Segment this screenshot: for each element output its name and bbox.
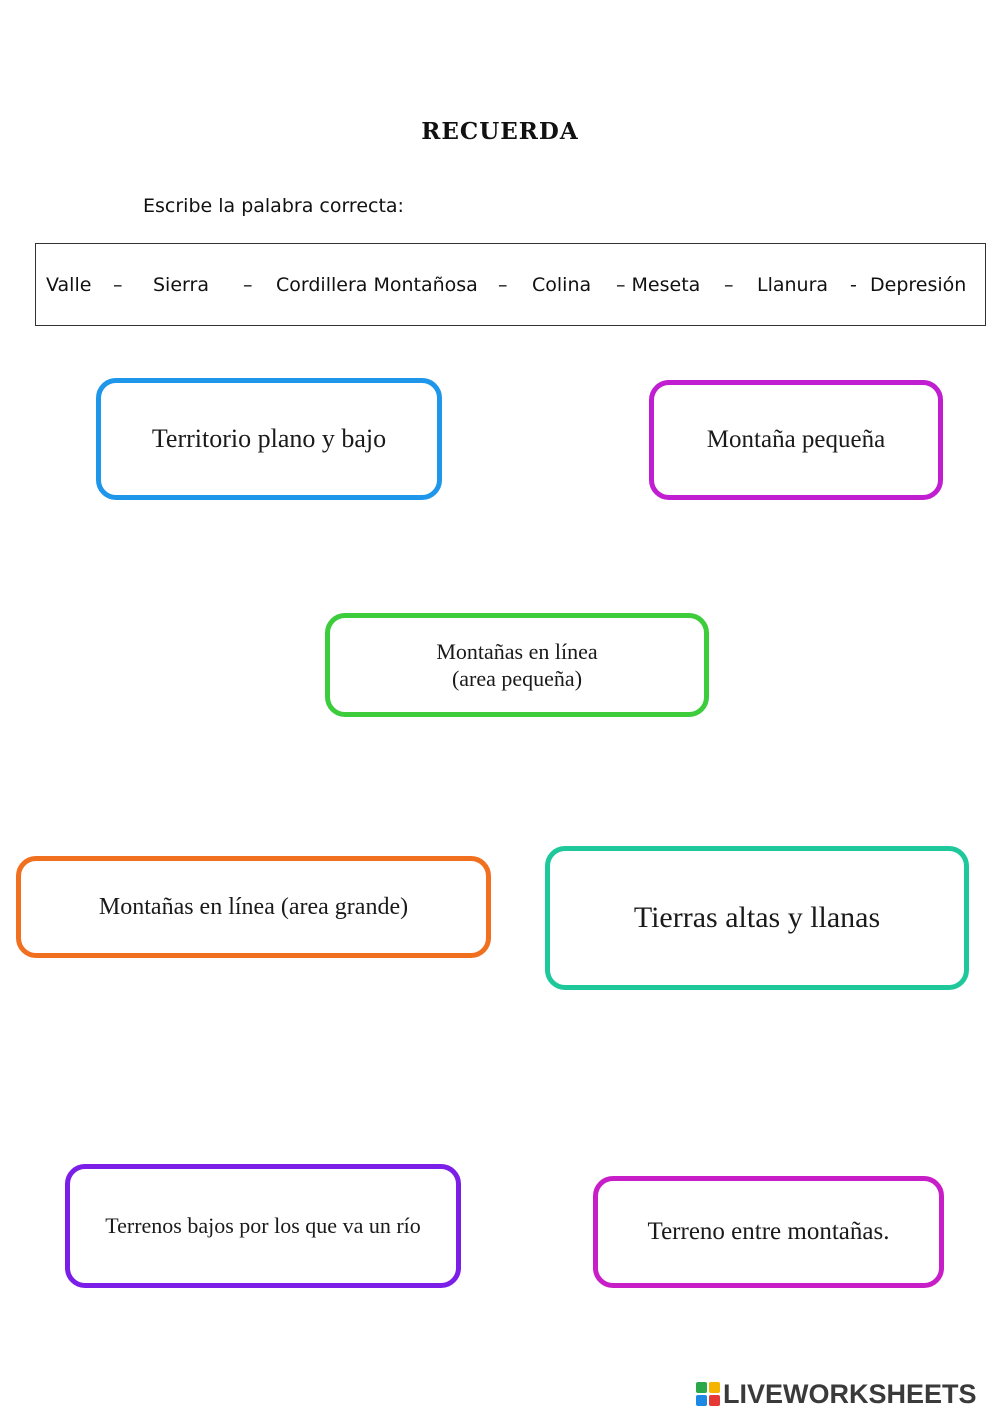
card-text: Tierras altas y llanas — [633, 901, 881, 935]
word-bank-separator: – — [498, 274, 508, 296]
logo-text: LIVEWORKSHEETS — [723, 1378, 977, 1409]
word-bank-separator: - — [850, 274, 857, 296]
liveworksheets-logo — [696, 1377, 996, 1411]
word-bank-item: – Meseta — [616, 274, 701, 296]
word-bank-item: Llanura — [757, 274, 829, 296]
word-bank — [35, 243, 986, 326]
word-bank-separator: – — [243, 274, 253, 296]
card-text: Terreno entre montañas. — [647, 1218, 890, 1246]
definition-card-plain[interactable] — [96, 378, 442, 500]
card-text: Territorio plano y bajo — [151, 423, 387, 453]
instruction-text: Escribe la palabra correcta: — [143, 195, 404, 217]
definition-card-line-large[interactable] — [16, 856, 491, 958]
card-text: Terrenos bajos por los que va un río — [105, 1213, 421, 1239]
card-text: Montañas en línea (area pequeña) — [436, 638, 598, 691]
definition-card-small-mountain[interactable] — [649, 380, 943, 500]
page-title: RECUERDA — [421, 118, 579, 145]
card-text: Montaña pequeña — [706, 426, 886, 454]
definition-card-high-flat[interactable] — [545, 846, 969, 990]
word-bank-item: Valle — [46, 274, 92, 296]
word-bank-item: Colina — [532, 274, 592, 296]
definition-card-line-small[interactable] — [325, 613, 709, 717]
card-text: Montañas en línea (area grande) — [98, 894, 409, 920]
word-bank-item: Cordillera Montañosa — [276, 274, 478, 296]
definition-card-between-mountains[interactable] — [593, 1176, 944, 1288]
word-bank-separator: – — [113, 274, 123, 296]
word-bank-separator: – — [724, 274, 734, 296]
definition-card-river[interactable] — [65, 1164, 461, 1288]
word-bank-item: Sierra — [153, 274, 209, 296]
word-bank-item: Depresión — [870, 274, 967, 296]
logo-mark-icon — [696, 1382, 720, 1406]
